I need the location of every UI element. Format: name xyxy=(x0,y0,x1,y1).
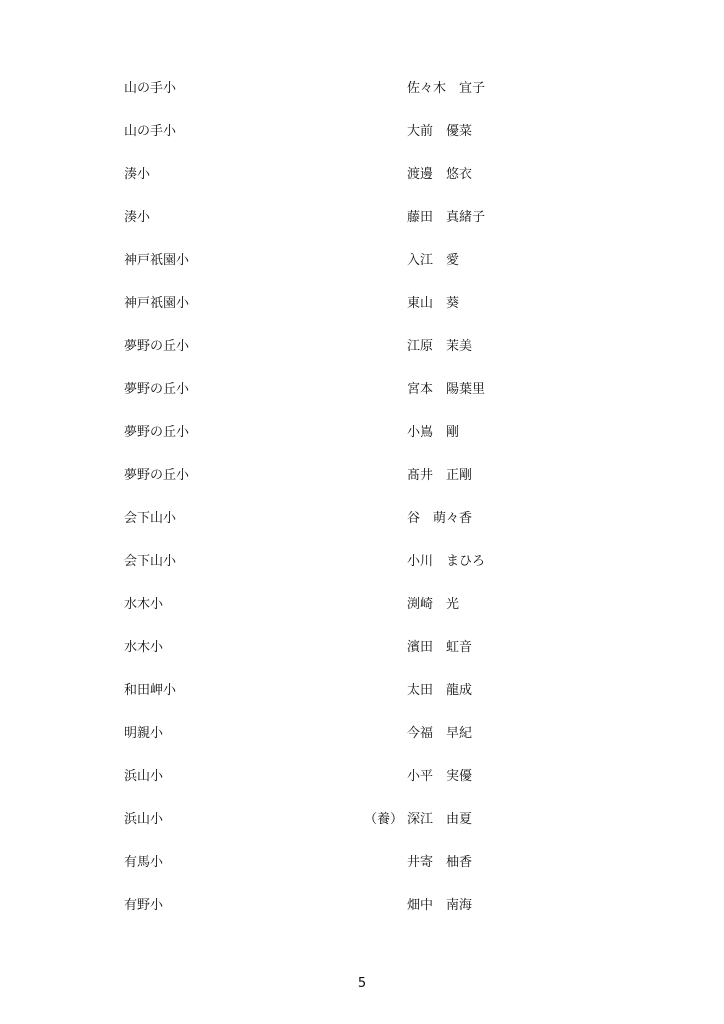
person-name: 今福 早紀 xyxy=(407,726,473,741)
roster-row xyxy=(0,337,724,380)
school-name: 水木小 xyxy=(124,597,164,612)
roster-row xyxy=(0,466,724,509)
person-name: 入江 愛 xyxy=(407,253,460,268)
school-name: 山の手小 xyxy=(124,124,177,139)
roster-row xyxy=(0,638,724,681)
roster-row xyxy=(0,595,724,638)
person-name: 谷 萌々香 xyxy=(407,511,473,526)
person-name: 太田 龍成 xyxy=(407,683,473,698)
school-name: 湊小 xyxy=(124,167,151,182)
school-name: 会下山小 xyxy=(124,554,177,569)
role-note: （養） xyxy=(364,812,404,827)
person-name: 濱田 虹音 xyxy=(407,640,473,655)
school-name: 明親小 xyxy=(124,726,164,741)
roster-row xyxy=(0,165,724,208)
roster-row xyxy=(0,724,724,767)
school-name: 山の手小 xyxy=(124,81,177,96)
roster-row xyxy=(0,767,724,810)
person-name: 渕崎 光 xyxy=(407,597,460,612)
person-name: 髙井 正剛 xyxy=(407,468,473,483)
person-name: 井寄 柚香 xyxy=(407,855,473,870)
roster-row xyxy=(0,122,724,165)
person-name: 東山 葵 xyxy=(407,296,460,311)
roster-row xyxy=(0,208,724,251)
school-name: 有野小 xyxy=(124,898,164,913)
school-name: 夢野の丘小 xyxy=(124,339,190,354)
school-name: 夢野の丘小 xyxy=(124,468,190,483)
roster-row xyxy=(0,509,724,552)
roster-row xyxy=(0,251,724,294)
school-name: 会下山小 xyxy=(124,511,177,526)
person-name: 小平 実優 xyxy=(407,769,473,784)
school-name: 湊小 xyxy=(124,210,151,225)
roster-row xyxy=(0,79,724,122)
person-name: 小嶌 剛 xyxy=(407,425,460,440)
school-name: 浜山小 xyxy=(124,812,164,827)
roster-row xyxy=(0,853,724,896)
roster-row xyxy=(0,896,724,939)
person-name: 小川 まひろ xyxy=(407,554,486,569)
person-name: 深江 由夏 xyxy=(407,812,473,827)
school-name: 浜山小 xyxy=(124,769,164,784)
roster-list xyxy=(0,79,724,939)
page-number: 5 xyxy=(357,976,367,991)
roster-row xyxy=(0,294,724,337)
person-name: 藤田 真緒子 xyxy=(407,210,486,225)
person-name: 江原 茉美 xyxy=(407,339,473,354)
roster-row xyxy=(0,681,724,724)
school-name: 夢野の丘小 xyxy=(124,425,190,440)
school-name: 水木小 xyxy=(124,640,164,655)
school-name: 神戸祇園小 xyxy=(124,253,190,268)
person-name: 大前 優菜 xyxy=(407,124,473,139)
school-name: 神戸祇園小 xyxy=(124,296,190,311)
school-name: 夢野の丘小 xyxy=(124,382,190,397)
roster-row xyxy=(0,380,724,423)
school-name: 有馬小 xyxy=(124,855,164,870)
school-name: 和田岬小 xyxy=(124,683,177,698)
roster-row xyxy=(0,552,724,595)
person-name: 渡邊 悠衣 xyxy=(407,167,473,182)
roster-row xyxy=(0,423,724,466)
roster-row xyxy=(0,810,724,853)
person-name: 佐々木 宜子 xyxy=(407,81,486,96)
person-name: 宮本 陽葉里 xyxy=(407,382,486,397)
person-name: 畑中 南海 xyxy=(407,898,473,913)
